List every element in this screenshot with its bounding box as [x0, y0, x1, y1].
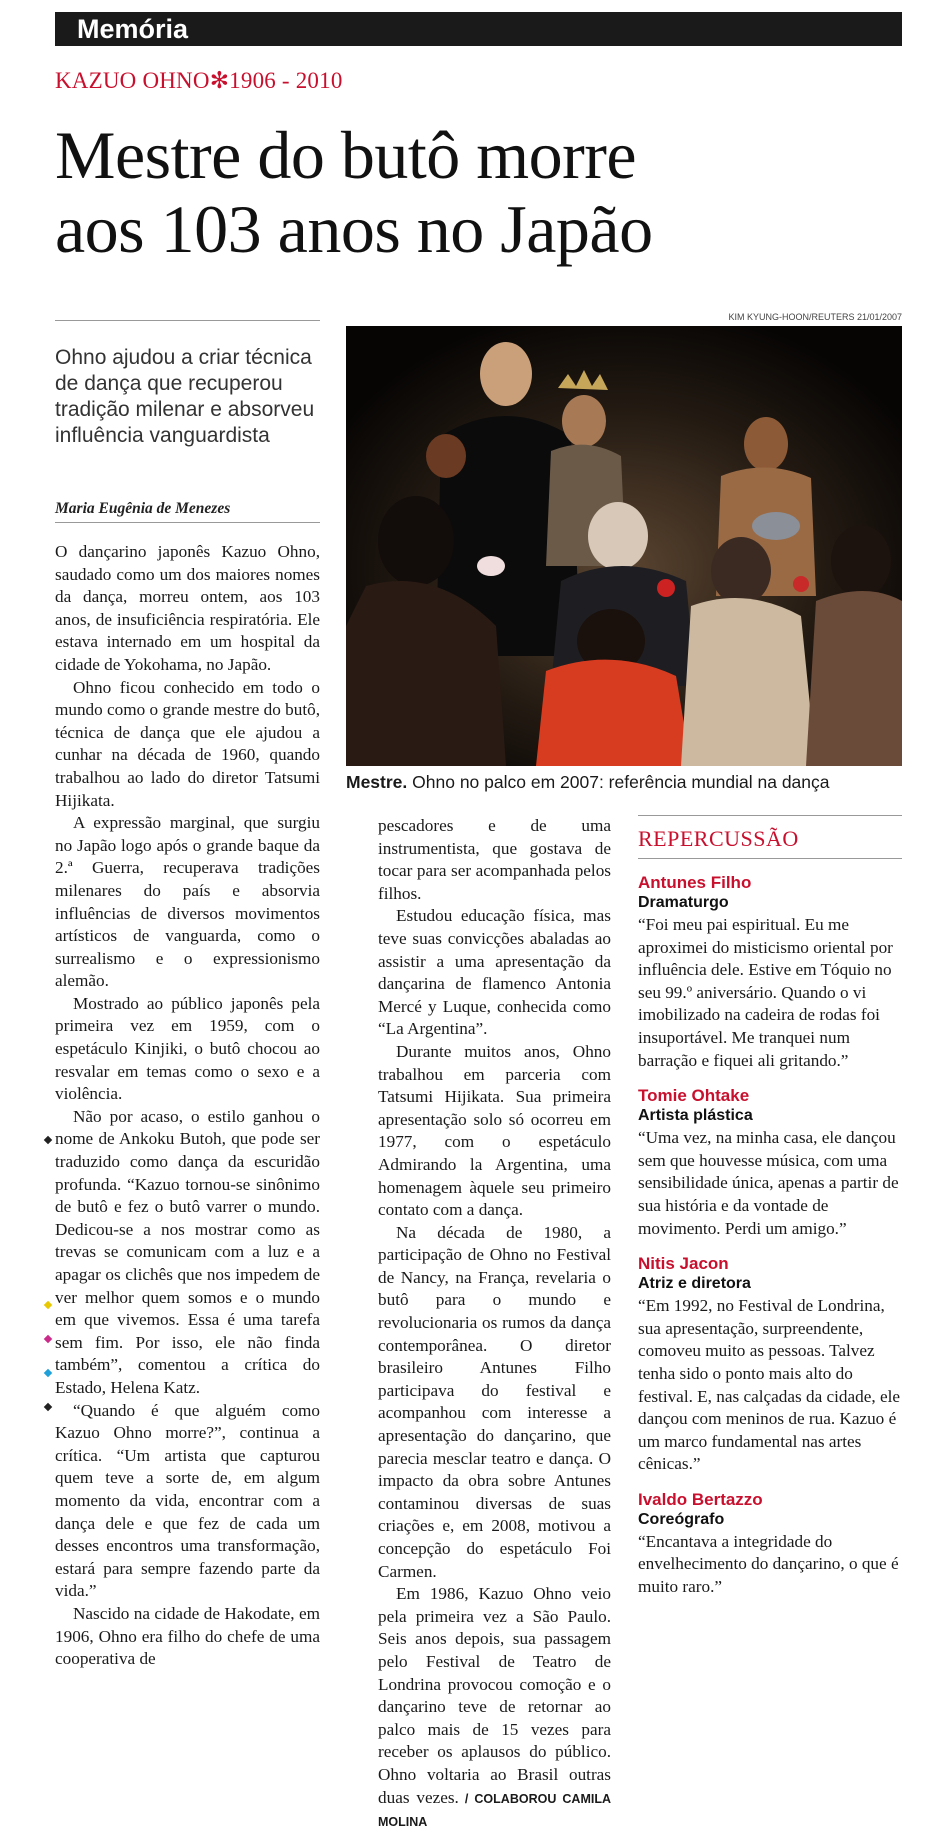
paragraph: “Quando é que alguém como Kazuo Ohno morre?”, continua a crítica. “Um artista que capturou quem teve a sorte de, em algum momento da vida, encontrar com a dança dele e que fez de cada um desses encontros uma transformação, estará para sempre fazendo parte da vida.” — [55, 1400, 320, 1601]
paragraph: A expressão marginal, que surgiu no Japão logo após o grande baque da 2.ª Guerra, recuperava tradições milenares do país e absorvia influências de diversos movimentos artísticos de vanguarda, como o surrealismo e o expressionismo alemão. — [55, 813, 320, 991]
paragraph: Não por acaso, o estilo ganhou o nome de Ankoku Butoh, que pode ser traduzido como dança da escuridão profunda. “Kazuo tornou-se sinônimo de butô e fez o butô varrer o mundo. Dedicou-se a nos mostrar como as trevas se comunicam com a luz e a apagar os clichês que nos impedem de ver melhor quem somos e o mundo em que vivemos. Essa é uma tarefa sem fim. Por isso, ele não finda também”, comentou a crítica do Estado, Helena Katz. — [55, 1106, 320, 1397]
kicker-years: 1906 - 2010 — [229, 68, 343, 93]
paragraph: Ohno ficou conhecido em todo o mundo como o grande mestre do butô, técnica de dança que ele ajudou a cunhar na década de 1960, quando trabalhou ao lado do diretor Tatsumi Hijikata. — [55, 677, 320, 810]
headline-line-2: aos 103 anos no Japão — [55, 191, 653, 267]
paragraph: pescadores e de uma instrumentista, que gostava de tocar para ser acompanhada pelos filhos. — [378, 816, 611, 903]
quote-text: “Encantava a integridade do envelhecimento do dançarino, o que é muito raro.” — [638, 1531, 899, 1597]
quote-text: “Uma vez, na minha casa, ele dançou sem que houvesse música, com uma sensibilidade única, apenas a partir de sua história e da vontade de movimento. Perdi um amigo.” — [638, 1128, 899, 1238]
paragraph: O dançarino japonês Kazuo Ohno, saudado como um dos maiores nomes da dança, morreu ontem, aos 103 anos, de insuficiência respiratória. Ele estava internado em um hospital da cidade de Yokohama, no Japão. — [55, 542, 320, 674]
paragraph-text: Em 1986, Kazuo Ohno veio pela primeira vez a São Paulo. Seis anos depois, sua passagem pelo Festival de Teatro de Londrina provocou comoção e o dançarino teve de retornar ao palco mais de 15 vezes para receber os aplausos do público. Ohno voltaria ao Brasil outras duas vezes. — [378, 1584, 611, 1807]
quote-author-role: Dramaturgo — [638, 894, 729, 911]
quote-author-role: Coreógrafo — [638, 1510, 725, 1528]
photo-stage-scene — [346, 326, 902, 766]
kicker — [55, 68, 343, 94]
paragraph: Durante muitos anos, Ohno trabalhou em parceria com Tatsumi Hijikata. Sua primeira apresentação solo só ocorreu em 1977, com o espetáculo Admirando la Argentina, uma homenagem àquele seu primeiro contato com a dança. — [378, 1041, 611, 1220]
headline — [55, 118, 905, 266]
body-column-2 — [378, 815, 611, 1834]
kicker-name: KAZUO OHNO — [55, 68, 210, 93]
print-registration-mark — [44, 1136, 52, 1144]
photo-caption — [346, 772, 902, 793]
sidebar-item — [638, 873, 902, 1072]
quote-author-role: Atriz e diretora — [638, 1275, 751, 1293]
sidebar-item — [638, 1254, 902, 1476]
sidebar-repercussao — [638, 815, 902, 1599]
quote-author: Tomie Ohtake — [638, 1086, 750, 1106]
sidebar-title: REPERCUSSÃO — [638, 815, 902, 859]
print-registration-mark — [44, 1301, 52, 1309]
byline: Maria Eugênia de Menezes — [55, 500, 231, 517]
quote-author: Antunes Filho — [638, 873, 752, 892]
quote-author-role: Artista plástica — [638, 1107, 753, 1125]
paragraph: Nascido na cidade de Hakodate, em 1906, Ohno era filho do chefe de uma cooperativa de — [55, 1603, 320, 1669]
paragraph: Na década de 1980, a participação de Ohno no Festival de Nancy, na França, revelaria o butô para o mundo e revolucionaria os rumos da dança contemporânea. O diretor brasileiro Antunes Filho participava do festival e acompanhou com interesse a apresentação do dançarino, que parecia mesclar teatro e dança. O impacto da obra sobre Antunes contaminou diversas de suas criações e, em 2008, motivou a concepção do espetáculo Foi Carmen. — [378, 1222, 611, 1581]
photo-credit: KIM KYUNG-HOON/REUTERS 21/01/2007 — [728, 312, 902, 322]
sidebar-item — [638, 1086, 902, 1240]
quote-author: Nitis Jacon — [638, 1254, 729, 1274]
caption-text: Ohno no palco em 2007: referência mundial na dança — [407, 772, 830, 792]
quote-text: “Foi meu pai espiritual. Eu me aproximei do misticismo oriental por influência dele. Estive em Tóquio no seu 99.º aniversário. Quando o vi imobilizado na cadeira de rodas foi insuportável. Me tranquei num barração e fiquei ali gritando.” — [638, 915, 893, 1070]
paragraph: Mostrado ao público japonês pela primeira vez em 1959, com o espetáculo Kinjiki, o butô chocou ao resvalar em temas como o sexo e a violência. — [55, 993, 320, 1104]
body-column-1 — [55, 541, 320, 1671]
quote-author: Ivaldo Bertazzo — [638, 1489, 763, 1509]
sidebar-item — [638, 1490, 902, 1599]
print-registration-mark — [44, 1369, 52, 1377]
deck-subtitle: Ohno ajudou a criar técnica de dança que recuperou tradição milenar e absorveu influência vanguardista — [55, 346, 315, 447]
caption-lead: Mestre. — [346, 772, 408, 792]
paragraph: Estudou educação física, mas teve suas convicções abaladas ao assistir a uma apresentação da dançarina de flamenco Antonia Mercé y Luque, conhecida como “La Argentina”. — [378, 906, 611, 1039]
quote-text: “Em 1992, no Festival de Londrina, sua apresentação, surpreendente, comoveu muito as pessoas. Talvez tenha sido o ponto mais alto do festival. E, nas calçadas da cidade, ele dançou com meninos de rua. Kazuo é um marco fundamental nas artes cênicas.” — [638, 1296, 900, 1474]
divider — [55, 522, 320, 523]
headline-line-1: Mestre do butô morre — [55, 117, 637, 193]
paragraph — [378, 1583, 611, 1834]
photo-illustration — [346, 326, 902, 766]
section-label: Memória — [77, 14, 189, 44]
contributor-credit: / COLABOROU CAMILA MOLINA — [378, 1791, 611, 1830]
section-header-bar — [55, 12, 902, 46]
print-registration-mark — [44, 1335, 52, 1343]
divider — [55, 320, 320, 321]
kicker-symbol: ✻ — [209, 68, 230, 93]
print-registration-mark — [44, 1403, 52, 1411]
